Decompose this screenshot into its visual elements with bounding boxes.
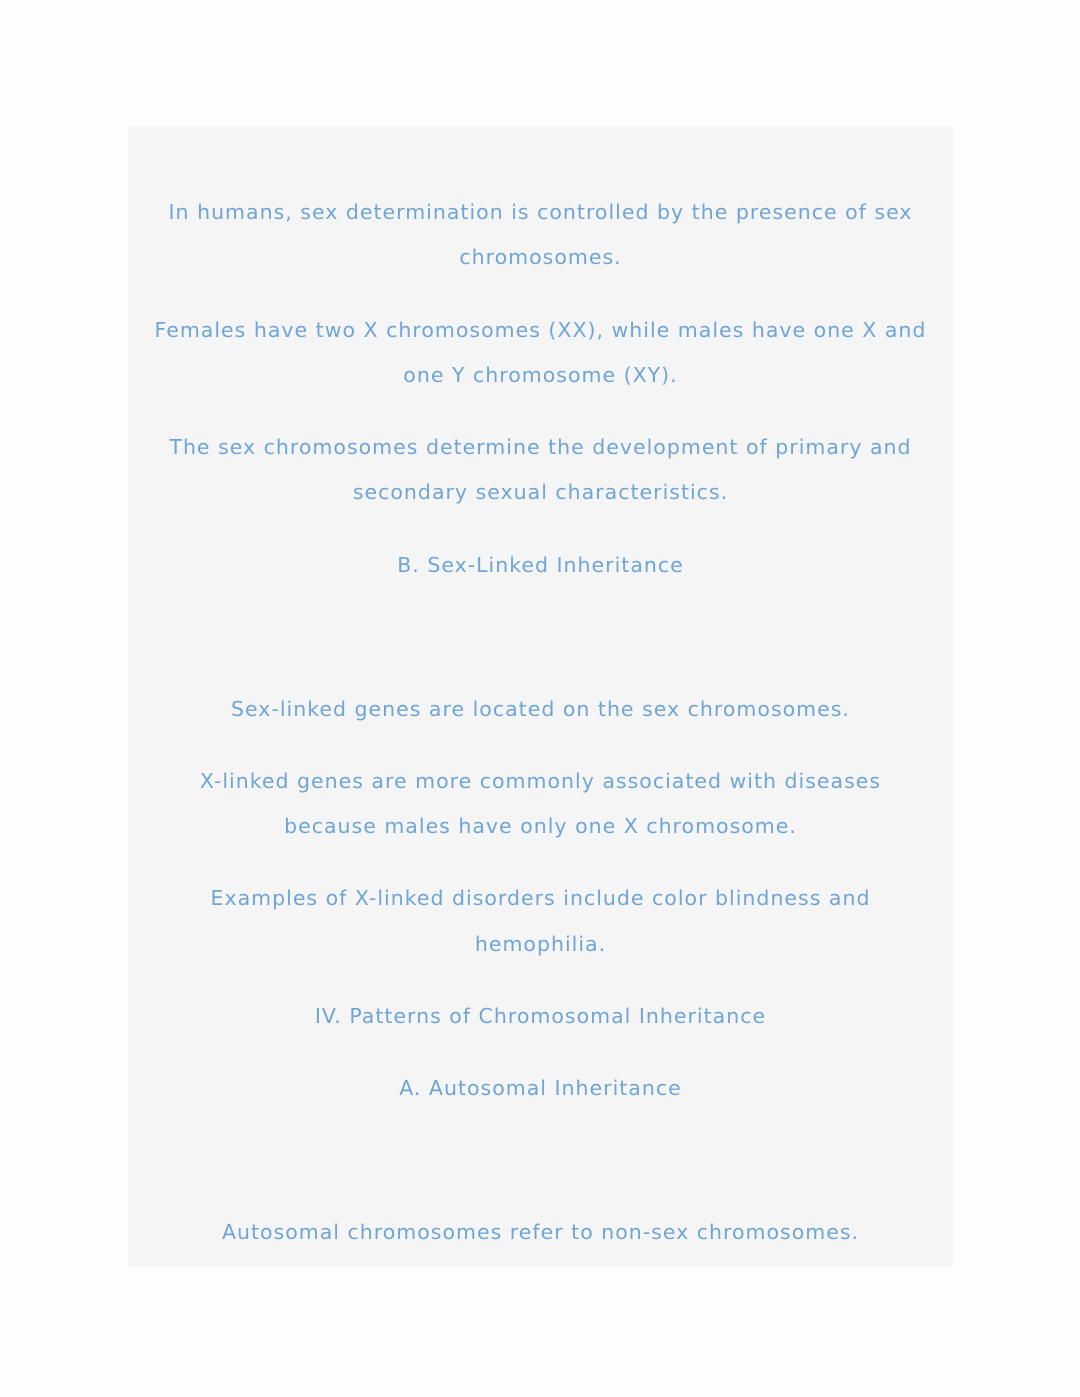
paragraph-sex-linked-genes: Sex-linked genes are located on the sex chromosomes. xyxy=(231,697,850,721)
paragraph-x-linked-examples-line-2: hemophilia. xyxy=(474,932,607,956)
document-page xyxy=(128,127,953,1267)
heading-patterns-of-chromosomal-inheritance: IV. Patterns of Chromosomal Inheritance xyxy=(314,1004,767,1028)
paragraph-sexual-characteristics-line-2: secondary sexual characteristics. xyxy=(352,480,729,504)
paragraph-sex-determination-line-1: In humans, sex determination is controlled by the presence of sex xyxy=(168,200,913,224)
heading-sex-linked-inheritance: B. Sex-Linked Inheritance xyxy=(397,553,684,577)
paragraph-x-linked-diseases-line-2: because males have only one X chromosome. xyxy=(284,814,797,838)
paragraph-x-linked-examples-line-1: Examples of X-linked disorders include color blindness and xyxy=(210,886,871,910)
paragraph-autosomal-chromosomes: Autosomal chromosomes refer to non-sex chromosomes. xyxy=(221,1220,860,1244)
heading-autosomal-inheritance: A. Autosomal Inheritance xyxy=(399,1076,682,1100)
paragraph-sexual-characteristics-line-1: The sex chromosomes determine the development of primary and xyxy=(169,435,912,459)
paragraph-sex-determination-line-2: chromosomes. xyxy=(459,245,622,269)
paragraph-xx-xy-line-2: one Y chromosome (XY). xyxy=(403,363,678,387)
paragraph-x-linked-diseases-line-1: X-linked genes are more commonly associated with diseases xyxy=(199,769,882,793)
paragraph-xx-xy-line-1: Females have two X chromosomes (XX), while males have one X and xyxy=(154,318,927,342)
